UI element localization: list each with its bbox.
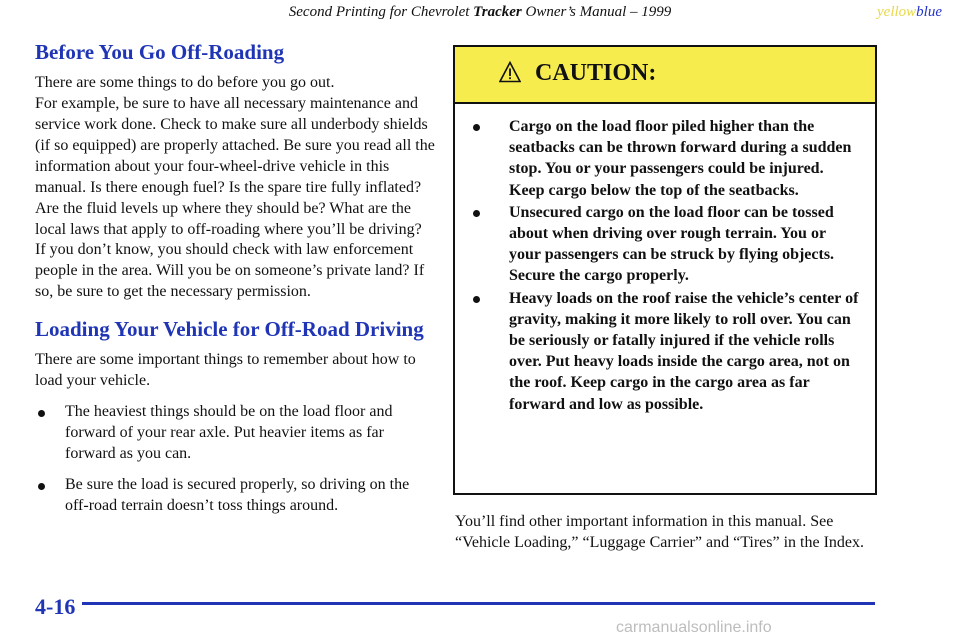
bullet-icon	[473, 210, 480, 217]
caution-label: CAUTION:	[535, 60, 657, 86]
watermark-text: carmanualsonline.info	[616, 619, 772, 636]
caution-header	[455, 47, 875, 104]
running-title-prefix: Second Printing for Chevrolet	[288, 4, 474, 20]
bullet-icon	[473, 124, 480, 131]
loading-bullet-list	[35, 402, 435, 517]
section-intro-loading-vehicle: There are some important things to remember about how to load your vehicle.	[35, 351, 416, 390]
caution-item	[473, 288, 861, 415]
section-title-before-off-roading: Before You Go Off-Roading	[35, 40, 285, 64]
running-title-model: Tracker	[473, 4, 522, 20]
section-text-line1: There are some things to do before you go out.	[35, 74, 335, 92]
bullet-icon	[38, 410, 45, 417]
caution-item-text: Unsecured cargo on the load floor can be tossed about when driving over rough terrain. You or your passengers can be struck by flying objects. Secure the cargo properly.	[509, 203, 835, 285]
color-tag	[877, 4, 942, 21]
color-tag-yellow: yellow	[877, 4, 917, 20]
caution-item	[473, 116, 861, 201]
warning-triangle-icon	[499, 61, 521, 83]
page-number: 4-16	[35, 594, 76, 619]
running-title	[0, 4, 960, 21]
left-column	[35, 40, 435, 527]
section-title-loading-vehicle: Loading Your Vehicle for Off-Road Driving	[35, 317, 424, 342]
index-reference-text: You’ll find other important information in this manual. See “Vehicle Loading,” “Luggage Carrier” and “Tires” in the Index.	[455, 513, 865, 551]
caution-item-text: Heavy loads on the roof raise the vehicle’s center of gravity, making it more likely to roll over. You can be seriously or fatally injured if the vehicle rolls over. Put heavy loads inside the cargo area, not on the roof. Keep cargo in the cargo area as far forward and low as possible.	[509, 289, 859, 413]
list-item	[35, 402, 435, 465]
caution-item-text: Cargo on the load floor piled higher than the seatbacks can be thrown forward during a sudden stop. You or your passengers could be injured. Keep cargo below the top of the seatbacks.	[509, 118, 852, 199]
section-text-rest: For example, be sure to have all necessary maintenance and service work done. Check to make sure all underbody shields (if so equipped) are properly attached. Be sure you read all the information about your four-wheel-drive vehicle in this manual. Is there enough fuel? Is the spare tire fully inflated? Are the fluid levels up where they should be? What are the local laws that apply to off-roading where you’ll be driving? If you don’t know, you should check with law enforcement people in the area. Will you be on someone’s private land? If so, be sure to get the necessary permission.	[35, 95, 435, 301]
running-header	[0, 4, 960, 24]
list-item-text: The heaviest things should be on the load floor and forward of your rear axle. Put heavier items as far forward as you can.	[65, 403, 393, 462]
bullet-icon	[38, 483, 45, 490]
section-text-before-off-roading	[35, 73, 435, 303]
color-tag-blue: blue	[916, 4, 942, 20]
running-title-suffix: Owner’s Manual – 1999	[521, 4, 672, 20]
caution-item	[473, 202, 861, 287]
list-item-text: Be sure the load is secured properly, so driving on the off-road terrain doesn’t toss things around.	[65, 475, 410, 514]
footer-rule	[82, 602, 875, 605]
bullet-icon	[473, 296, 480, 303]
list-item	[35, 475, 435, 517]
caution-list	[455, 104, 875, 415]
caution-box	[453, 45, 877, 495]
